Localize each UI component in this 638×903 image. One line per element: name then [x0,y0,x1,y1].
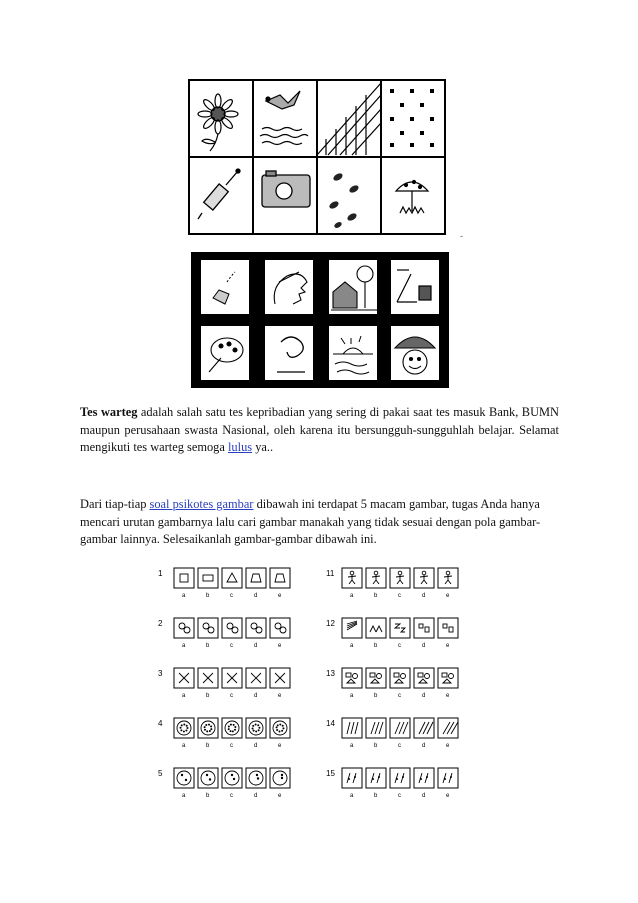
puzzle-row-number: 15 [326,769,335,778]
puzzle-option-letter: e [278,743,282,749]
puzzle-option-box [390,618,410,638]
paragraph2-text-start: Dari tiap-tiap [80,497,147,511]
puzzle-option-box [366,768,386,788]
svg-text:-: - [460,231,463,241]
puzzle-option-letter: b [374,793,378,799]
puzzle-option-letter: e [278,593,282,599]
puzzle-option-letter: d [254,693,258,699]
puzzle-option-box [438,618,458,638]
puzzle-option-box [390,768,410,788]
puzzle-option-box [198,768,218,788]
puzzle-option-letter: a [182,793,186,799]
puzzle-option-box [438,718,458,738]
puzzle-option-letter: c [230,643,233,649]
puzzle-option-box [222,618,242,638]
puzzle-option-letter: a [350,643,354,649]
paragraph1-end: ya.. [255,440,274,454]
puzzle-option-letter: a [182,693,186,699]
puzzle-option-letter: b [206,693,210,699]
puzzle-option-letter: b [206,793,210,799]
puzzle-row-number: 2 [158,619,163,628]
puzzle-option-letter: a [350,693,354,699]
puzzle-row-number: 4 [158,719,163,728]
puzzle-option-box [438,668,458,688]
puzzle-option-box [246,568,266,588]
puzzle-option-box [270,718,290,738]
puzzle-option-box [198,568,218,588]
puzzle-option-letter: e [446,693,450,699]
instruction-paragraph [80,496,559,549]
puzzle-option-box [366,718,386,738]
puzzle-option-box [342,668,362,688]
puzzle-option-box [222,568,242,588]
puzzle-option-letter: c [230,743,233,749]
soal-psikotes-gambar-link[interactable]: soal psikotes gambar [149,497,254,511]
paragraph2-text-end: dibawah ini terdapat 5 macam gambar, tugas Anda hanya mencari urutan gambarnya lalu cari gambar manakah yang tidak sesuai dengan pola gambar-gambar lainnya. Selesaikanlah gambar-gambar dibawah ini. [80,497,541,546]
odd-one-out-puzzle-figure [148,562,486,806]
puzzle-option-letter: a [350,793,354,799]
puzzle-option-box [390,668,410,688]
puzzle-option-letter: a [350,743,354,749]
puzzle-option-box [342,768,362,788]
camera-icon [262,171,310,207]
puzzle-row-number: 13 [326,669,335,678]
puzzle-option-box [174,768,194,788]
puzzle-option-letter: c [398,593,401,599]
puzzle-option-letter: d [254,743,258,749]
puzzle-option-letter: e [278,793,282,799]
puzzle-row-number: 12 [326,619,335,628]
puzzle-option-letter: b [206,743,210,749]
puzzle-option-box [222,768,242,788]
puzzle-option-box [390,718,410,738]
warteg-black-figure [191,252,449,388]
puzzle-option-letter: a [182,743,186,749]
puzzle-option-box [414,718,434,738]
puzzle-option-letter: c [398,693,401,699]
puzzle-option-box [198,718,218,738]
puzzle-option-box [270,568,290,588]
puzzle-option-box [366,668,386,688]
puzzle-option-box [246,718,266,738]
puzzle-option-box [414,618,434,638]
puzzle-option-box [174,618,194,638]
lulus-link[interactable]: lulus [227,440,253,454]
puzzle-option-box [246,668,266,688]
puzzle-option-letter: e [446,743,450,749]
puzzle-option-box [270,668,290,688]
puzzle-option-box [438,768,458,788]
puzzle-option-letter: a [182,593,186,599]
puzzle-option-box [270,768,290,788]
puzzle-option-letter: b [374,693,378,699]
puzzle-option-letter: c [398,743,401,749]
puzzle-option-letter: d [422,593,426,599]
puzzle-option-box [414,668,434,688]
puzzle-option-letter: e [278,643,282,649]
puzzle-option-letter: c [230,593,233,599]
puzzle-option-box [366,568,386,588]
puzzle-option-box [198,618,218,638]
puzzle-option-letter: d [422,743,426,749]
puzzle-option-letter: c [230,693,233,699]
puzzle-option-box [270,618,290,638]
puzzle-option-letter: d [422,693,426,699]
warteg-grid-figure [188,79,470,241]
puzzle-option-letter: b [374,743,378,749]
puzzle-option-box [198,668,218,688]
puzzle-option-box [414,768,434,788]
puzzle-option-letter: b [206,643,210,649]
puzzle-option-letter: c [230,793,233,799]
puzzle-option-box [246,618,266,638]
puzzle-option-box [390,568,410,588]
puzzle-option-box [414,568,434,588]
puzzle-option-box [246,768,266,788]
puzzle-option-box [342,618,362,638]
puzzle-row-number: 11 [326,569,335,578]
puzzle-option-letter: e [278,693,282,699]
puzzle-option-letter: d [422,793,426,799]
puzzle-row-number: 5 [158,769,163,778]
puzzle-option-box [438,568,458,588]
puzzle-option-box [366,618,386,638]
puzzle-option-box [174,568,194,588]
puzzle-row-number: 1 [158,569,163,578]
warteg-term: Tes warteg [80,405,138,419]
puzzle-option-box [222,718,242,738]
puzzle-option-letter: d [254,793,258,799]
paragraph1-text: adalah salah satu tes kepribadian yang sering di pakai saat tes masuk Bank, BUMN maupun perusahaan swasta Nasional, oleh karena itu bersungguh-sungguhlah belajar. Selamat mengikuti tes warteg semoga [80,405,559,454]
puzzle-option-letter: e [446,593,450,599]
puzzle-option-letter: d [422,643,426,649]
puzzle-option-letter: b [374,643,378,649]
puzzle-option-letter: b [206,593,210,599]
puzzle-option-box [174,668,194,688]
puzzle-option-letter: b [374,593,378,599]
puzzle-row-number: 14 [326,719,335,728]
puzzle-option-letter: c [398,793,401,799]
puzzle-option-letter: a [350,593,354,599]
puzzle-row-number: 3 [158,669,163,678]
puzzle-option-box [174,718,194,738]
puzzle-option-letter: e [446,643,450,649]
puzzle-option-box [342,718,362,738]
puzzle-option-box [342,568,362,588]
warteg-description-paragraph [80,404,559,457]
puzzle-option-letter: e [446,793,450,799]
puzzle-option-letter: c [398,643,401,649]
puzzle-option-letter: a [182,643,186,649]
puzzle-option-letter: d [254,593,258,599]
puzzle-option-box [222,668,242,688]
puzzle-option-letter: d [254,643,258,649]
